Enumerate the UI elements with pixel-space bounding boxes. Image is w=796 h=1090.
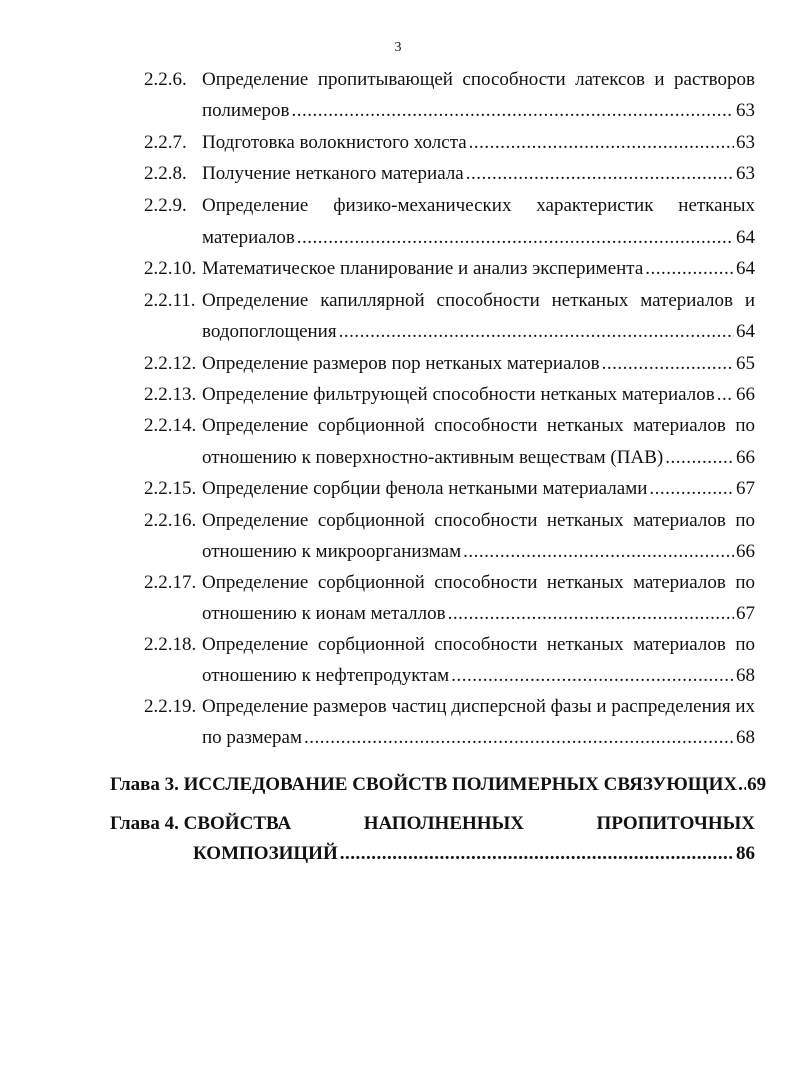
toc-entry-2-2-17-cont [0, 600, 755, 628]
toc-entry-title: Определение физико-механических характеристик нетканых [202, 195, 755, 216]
toc-entry-number: 2.2.11. [144, 290, 196, 311]
toc-entry-2-2-15 [0, 475, 755, 503]
toc-entry-2-2-8 [0, 160, 755, 188]
dot-leaders [469, 129, 734, 157]
dot-leaders [649, 475, 734, 503]
toc-entry-2-2-14 [0, 412, 755, 440]
toc-page-ref: 69 [747, 774, 767, 795]
dot-leaders [738, 771, 746, 799]
toc-entry-2-2-18-cont [0, 662, 755, 690]
toc-entry-title: Определение сорбционной способности нетканых материалов по [202, 634, 755, 655]
toc-entry-title: Определение фильтрующей способности нетканых материалов [202, 384, 715, 405]
toc-entry-title-cont: отношению к ионам металлов [202, 603, 446, 624]
dot-leaders [665, 444, 734, 472]
toc-entry-title: Определение размеров пор нетканых материалов [202, 353, 600, 374]
toc-entry-number: 2.2.13. [144, 384, 197, 405]
toc-entry-title: Получение нетканого материала [202, 163, 464, 184]
toc-entry-title: Подготовка волокнистого холста [202, 132, 467, 153]
toc-page-ref: 66 [736, 541, 755, 562]
toc-entry-title: Определение сорбции фенола неткаными материалами [202, 478, 648, 499]
toc-page-ref: 66 [736, 384, 755, 405]
toc-page-ref: 65 [736, 353, 755, 374]
toc-entry-title-cont: полимеров [202, 100, 290, 121]
toc-entry-number: 2.2.14. [144, 415, 197, 436]
toc-page-ref: 68 [736, 665, 755, 686]
toc-page-ref: 63 [736, 100, 755, 121]
toc-entry-title-cont: отношению к микроорганизмам [202, 541, 462, 562]
toc-chapter-4-cont [0, 840, 755, 868]
dot-leaders [304, 724, 734, 752]
chapter-title-cont: КОМПОЗИЦИЙ [193, 843, 338, 864]
toc-entry-2-2-16-cont [0, 538, 755, 566]
toc-entry-title: Определение сорбционной способности нетканых материалов по [202, 510, 755, 531]
toc-entry-number: 2.2.16. [144, 510, 197, 531]
toc-entry-title: Определение сорбционной способности нетканых материалов по [202, 415, 755, 436]
toc-entry-title-cont: по размерам [202, 727, 303, 748]
toc-entry-2-2-13 [0, 381, 755, 409]
dot-leaders [717, 381, 734, 409]
toc-entry-2-2-16 [0, 507, 755, 535]
toc-entry-2-2-18 [0, 631, 755, 659]
toc-entry-2-2-6 [0, 66, 755, 94]
toc-entry-2-2-12 [0, 350, 755, 378]
toc-entry-number: 2.2.12. [144, 353, 197, 374]
toc-entry-2-2-9-cont [0, 224, 755, 252]
toc-entry-number: 2.2.10. [144, 258, 197, 279]
toc-entry-title: Определение пропитывающей способности латексов и растворов [202, 69, 755, 90]
toc-page-ref: 64 [736, 258, 755, 279]
toc-entry-title: Определение сорбционной способности нетканых материалов по [202, 572, 755, 593]
toc-page-ref: 63 [736, 163, 755, 184]
dot-leaders [602, 350, 734, 378]
toc-entry-number: 2.2.18. [144, 634, 197, 655]
toc-entry-number: 2.2.19. [144, 696, 197, 717]
toc-page-ref: 67 [736, 478, 755, 499]
toc-entry-2-2-7 [0, 129, 755, 157]
toc-page-ref: 63 [736, 132, 755, 153]
toc-chapter-4 [0, 810, 755, 838]
dot-leaders [463, 538, 734, 566]
toc-entry-title-cont: материалов [202, 227, 295, 248]
page-number: 3 [394, 40, 402, 55]
toc-entry-title-cont: водопоглощения [202, 321, 337, 342]
dot-leaders [466, 160, 734, 188]
toc-entry-2-2-17 [0, 569, 755, 597]
toc-entry-2-2-9 [0, 192, 755, 220]
toc-entry-2-2-11 [0, 287, 755, 315]
toc-entry-number: 2.2.15. [144, 478, 197, 499]
toc-entry-title: Определение капиллярной способности нетканых материалов и [202, 290, 755, 311]
toc-entry-2-2-19-cont [0, 724, 755, 752]
toc-entry-2-2-10 [0, 255, 755, 283]
chapter-title-word: Глава 4. СВОЙСТВА [110, 813, 292, 834]
toc-entry-number: 2.2.6. [144, 69, 187, 90]
chapter-title-word: ПРОПИТОЧНЫХ [596, 813, 755, 834]
dot-leaders [451, 662, 734, 690]
toc-entry-2-2-11-cont [0, 318, 755, 346]
toc-entry-number: 2.2.7. [144, 132, 187, 153]
chapter-title-word: НАПОЛНЕННЫХ [363, 813, 524, 834]
toc-entry-title-cont: отношению к нефтепродуктам [202, 665, 450, 686]
toc-page-ref: 64 [736, 321, 755, 342]
toc-entry-title-cont: отношению к поверхностно-активным веществам (ПАВ) [202, 447, 664, 468]
dot-leaders [645, 255, 734, 283]
toc-entry-number: 2.2.17. [144, 572, 197, 593]
toc-entry-2-2-19 [0, 693, 755, 721]
chapter-title: Глава 3. ИССЛЕДОВАНИЕ СВОЙСТВ ПОЛИМЕРНЫХ СВЯЗУЮЩИХ [110, 774, 738, 795]
dot-leaders [339, 318, 734, 346]
dot-leaders [340, 840, 734, 868]
toc-entry-number: 2.2.8. [144, 163, 187, 184]
toc-entry-number: 2.2.9. [144, 195, 187, 216]
toc-entry-title: Математическое планирование и анализ эксперимента [202, 258, 644, 279]
toc-entry-title: Определение размеров частиц дисперсной фазы и распределения их [202, 696, 756, 717]
toc-page-ref: 67 [736, 603, 755, 624]
dot-leaders [448, 600, 734, 628]
toc-entry-2-2-6-cont [0, 97, 755, 125]
toc-chapter-3 [0, 771, 767, 799]
dot-leaders [297, 224, 734, 252]
toc-page-ref: 68 [736, 727, 755, 748]
toc-page-ref: 66 [736, 447, 755, 468]
dot-leaders [292, 97, 735, 125]
toc-entry-2-2-14-cont [0, 444, 755, 472]
toc-page-ref: 64 [736, 227, 755, 248]
toc-page-ref: 86 [736, 843, 755, 864]
